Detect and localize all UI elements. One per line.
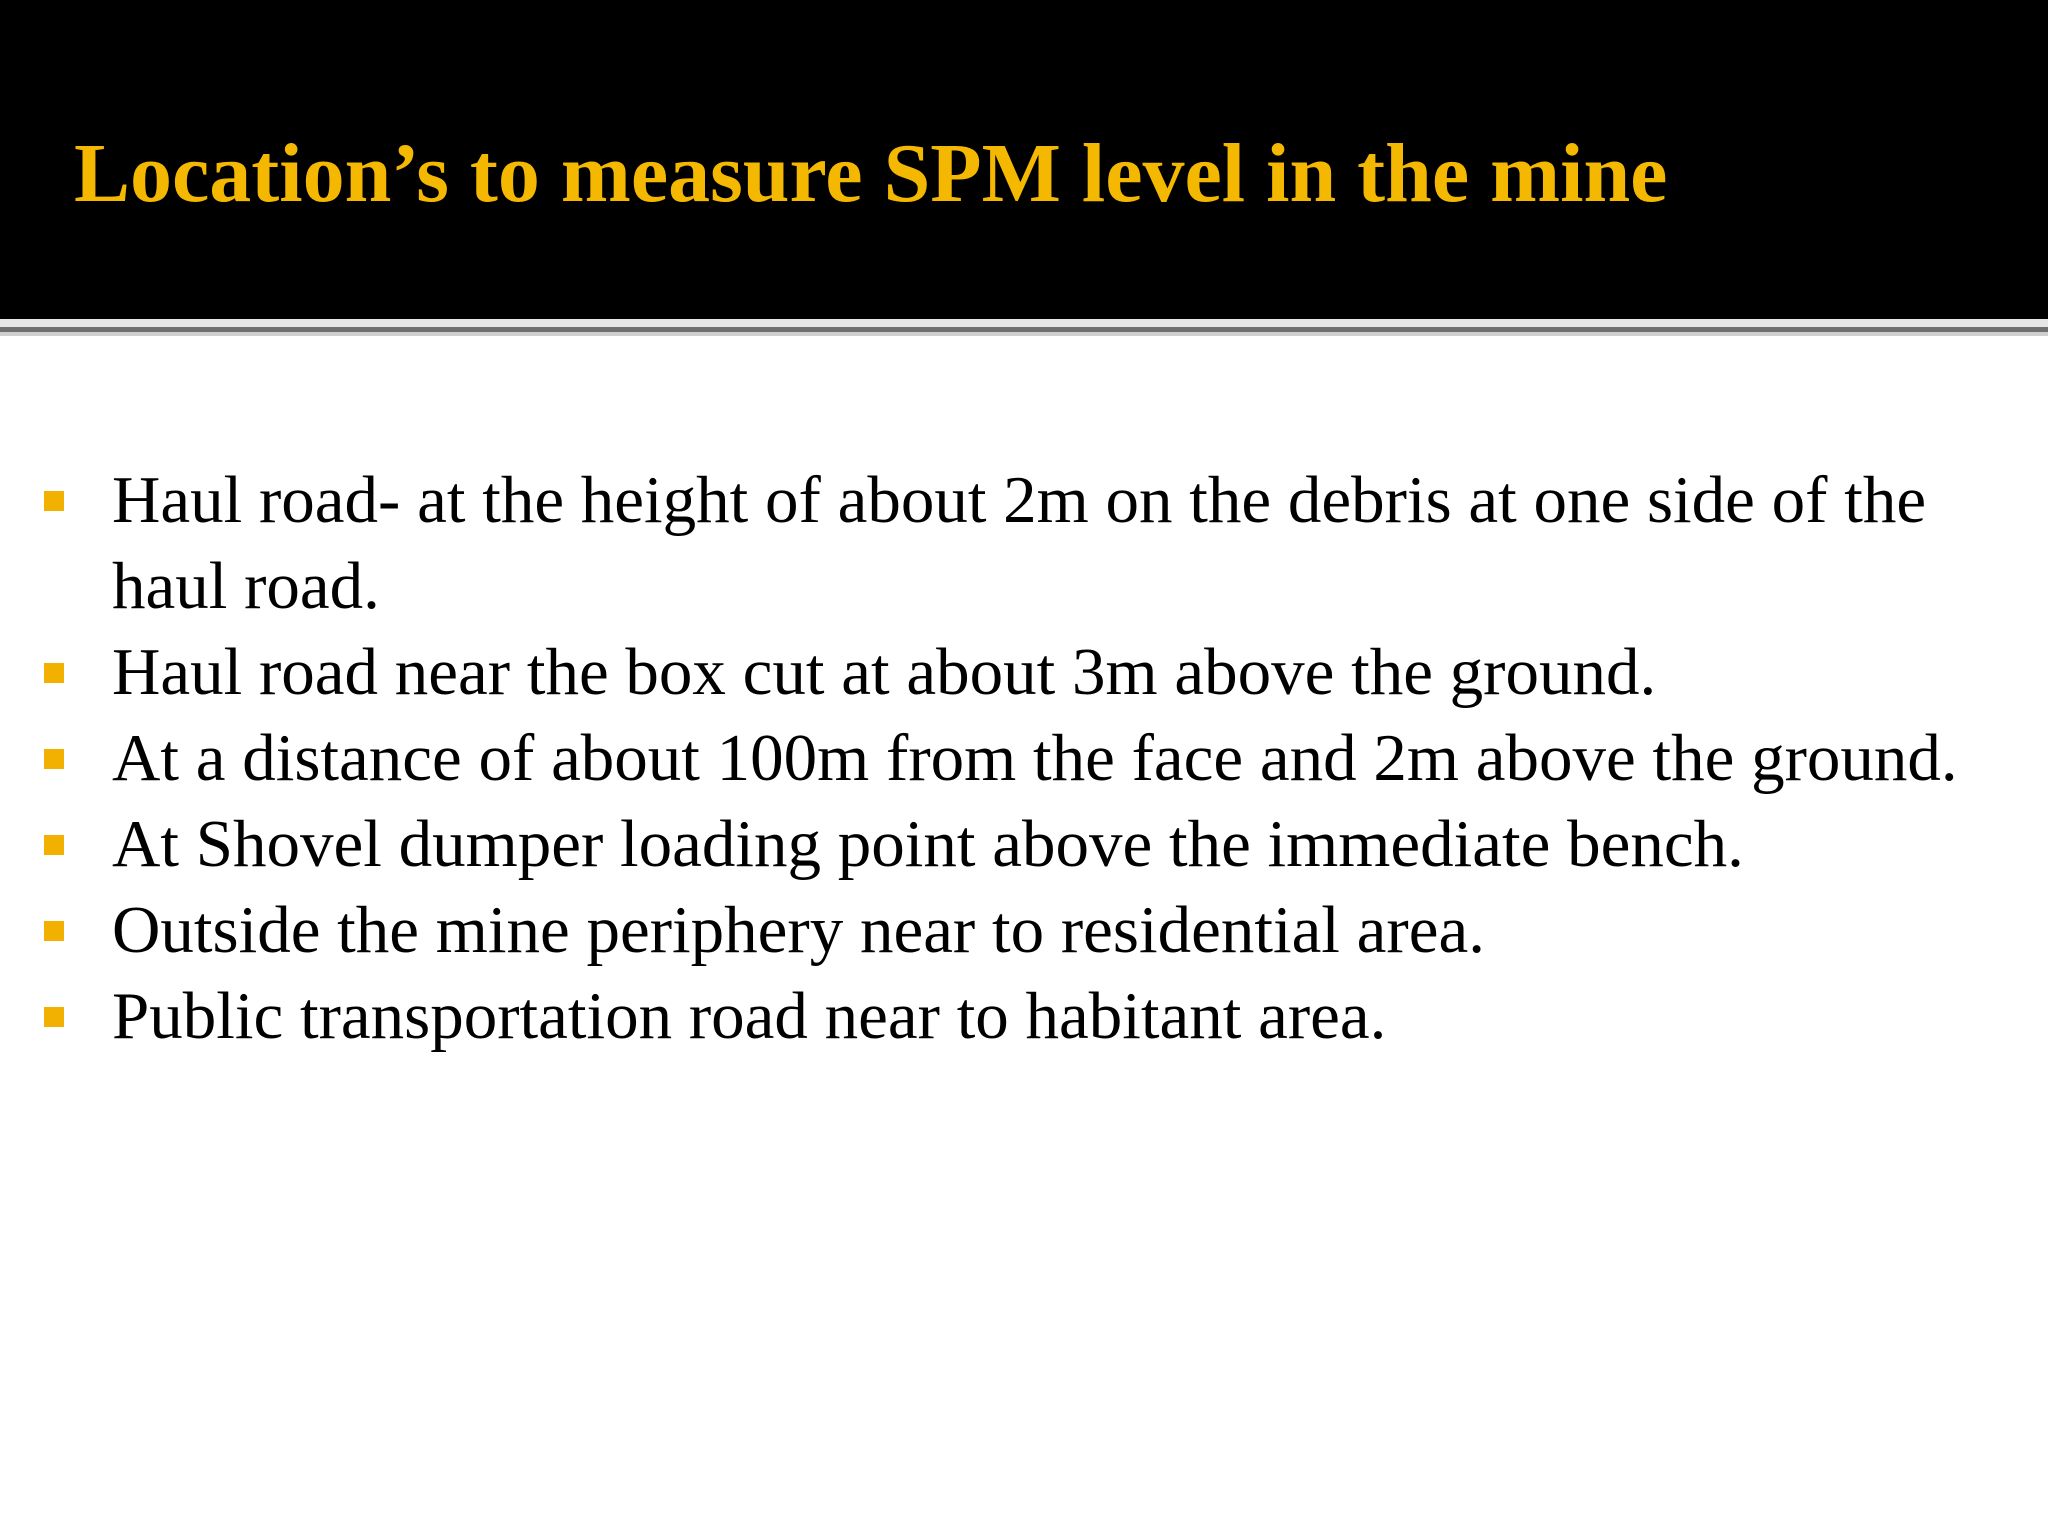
bullet-text: Outside the mine periphery near to residential area. <box>112 893 1485 967</box>
square-bullet-icon <box>44 1007 64 1027</box>
bullet-item <box>0 715 2048 801</box>
square-bullet-icon <box>44 835 64 855</box>
title-divider-light <box>0 319 2048 327</box>
bullet-text: Haul road- at the height of about 2m on the debris at one side of the haul road. <box>112 463 1927 623</box>
bullet-text: Haul road near the box cut at about 3m above the ground. <box>112 635 1657 709</box>
square-bullet-icon <box>44 749 64 769</box>
bullet-item <box>0 887 2048 973</box>
title-band <box>0 0 2048 319</box>
bullet-item <box>0 457 2048 629</box>
square-bullet-icon <box>44 491 64 511</box>
square-bullet-icon <box>44 663 64 683</box>
bullet-text: At a distance of about 100m from the face and 2m above the ground. <box>112 721 1958 795</box>
title-divider-shadow <box>0 332 2048 336</box>
bullet-item <box>0 973 2048 1059</box>
bullet-text: At Shovel dumper loading point above the immediate bench. <box>112 807 1744 881</box>
bullet-list <box>0 457 2048 1059</box>
square-bullet-icon <box>44 921 64 941</box>
slide-title: Location’s to measure SPM level in the mine <box>74 127 1668 220</box>
bullet-item <box>0 801 2048 887</box>
bullet-text: Public transportation road near to habitant area. <box>112 979 1387 1053</box>
bullet-item <box>0 629 2048 715</box>
